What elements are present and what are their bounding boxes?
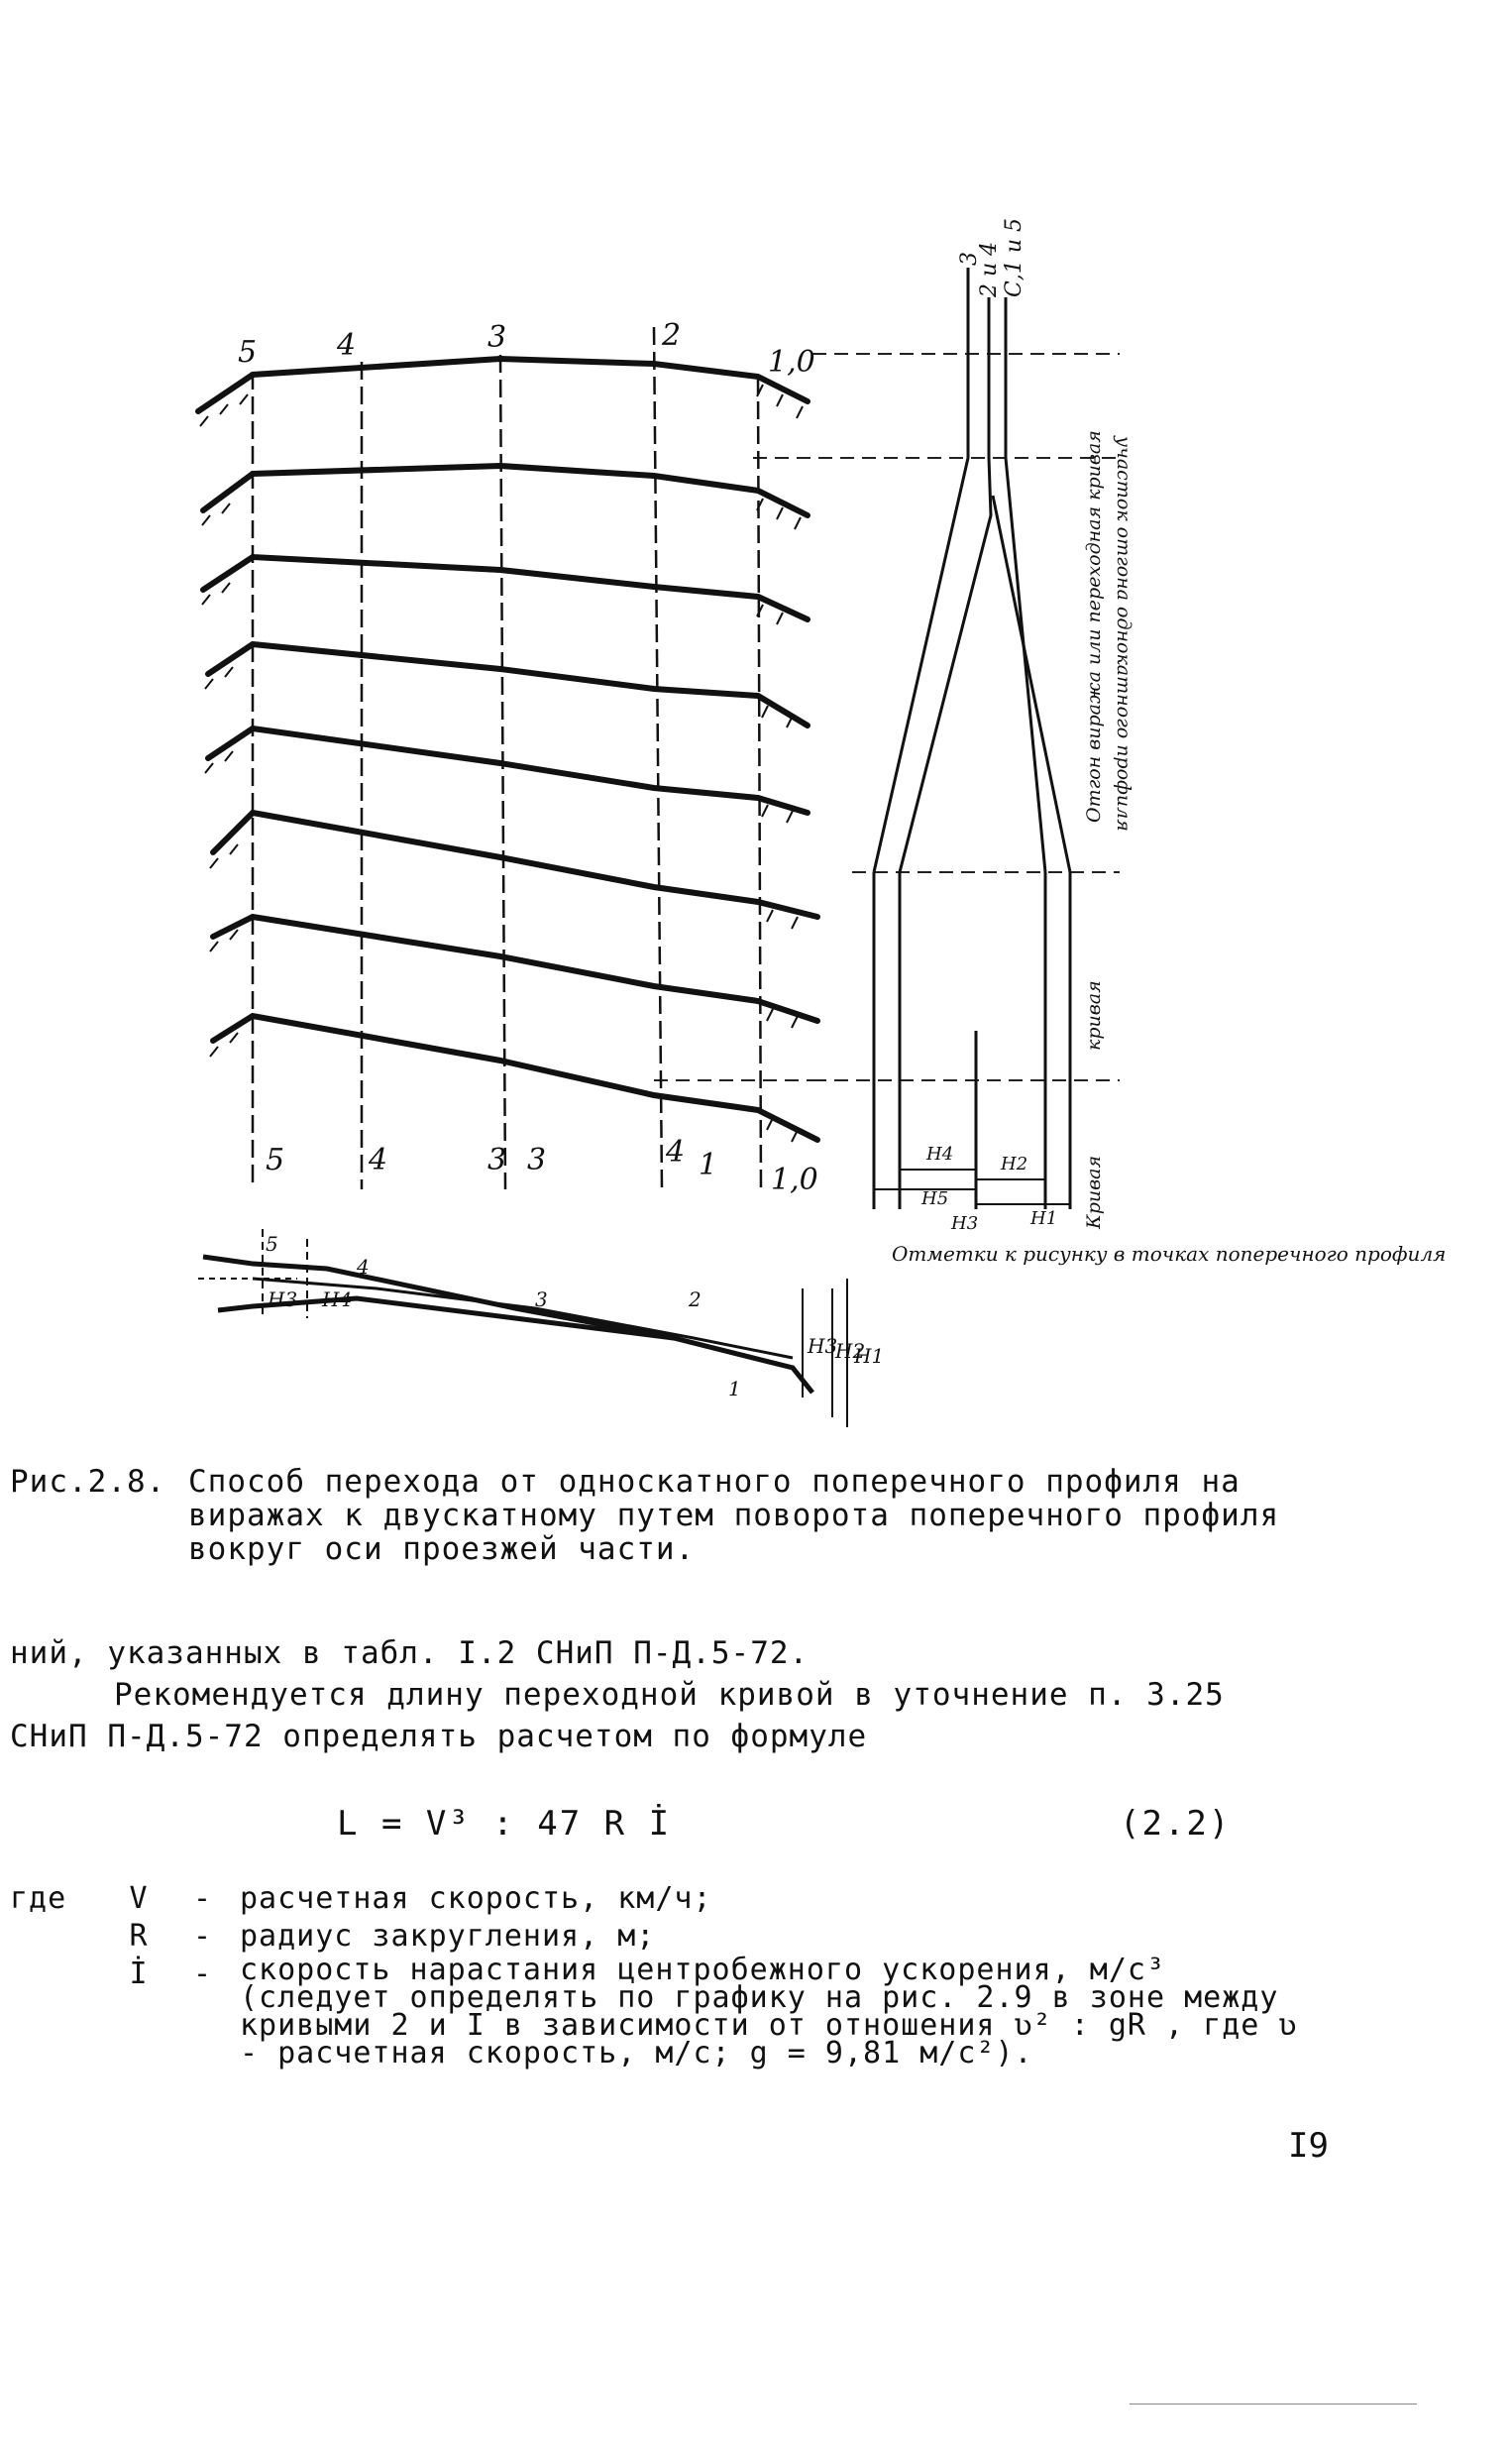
top-label-3: 3 [487, 320, 507, 355]
section-label-h2: Н2 [835, 1339, 866, 1363]
bottom-note: Отметки к рисунку в точках поперечного профиля [892, 1242, 1447, 1266]
h-label-h4: Н4 [926, 1144, 954, 1165]
bottom-label-10: 1,0 [771, 1163, 818, 1197]
bottom-label-1: 1 [699, 1148, 718, 1182]
def-text: радиус закругления, м; [240, 1919, 656, 1954]
bottom-label-4b: 4 [666, 1135, 686, 1170]
body-line-2: Рекомендуется длину переходной кривой в уточнение п. 3.25 [114, 1677, 1225, 1713]
where-word: где [10, 1881, 67, 1916]
section-label-4: 4 [357, 1255, 370, 1279]
bottom-label-4: 4 [369, 1143, 388, 1177]
body-line-3: СНиП П-Д.5-72 определять расчетом по формуле [10, 1719, 868, 1754]
section-label-h4: Н4 [322, 1287, 353, 1311]
bottom-label-3b: 3 [527, 1143, 547, 1177]
bottom-label-5: 5 [266, 1143, 285, 1177]
definitions [10, 1881, 1328, 2175]
caption-text: Способ перехода от односкатного поперечного профиля на виражах к двускатному путем поворота поперечного профиля вокруг оси проезжей части. [188, 1464, 1280, 1567]
page-number: I9 [1288, 2126, 1329, 2166]
section-label-h3: Н3 [268, 1287, 298, 1311]
def-symbol: V [129, 1881, 149, 1916]
longitudinal-section [198, 1229, 847, 1427]
reference-dashes [654, 354, 1120, 1080]
h-dimension-lines [874, 1170, 1070, 1204]
h-label-h1: Н1 [1030, 1208, 1058, 1229]
section-label-1: 1 [728, 1377, 741, 1400]
h-label-h3: Н3 [951, 1213, 979, 1234]
definition-item [10, 1881, 1328, 1919]
section-label-h3b: Н3 [808, 1334, 838, 1358]
h-label-h5: Н5 [921, 1188, 949, 1209]
zone-label-4: Кривая [1083, 1155, 1105, 1229]
def-dash: - [193, 1881, 213, 1916]
section-label-2: 2 [689, 1287, 702, 1311]
bottom-station-labels [266, 1135, 818, 1197]
bottom-label-3a: 3 [487, 1143, 507, 1177]
zone-labels [1083, 430, 1134, 1230]
zone-label-3: кривая [1083, 980, 1105, 1051]
section-label-h1: Н1 [854, 1344, 885, 1368]
formula: L = V³ : 47 R İ [337, 1804, 672, 1844]
def-symbol: İ [129, 1957, 149, 1991]
top-label-2: 2 [662, 318, 682, 353]
def-dash: - [193, 1957, 213, 1991]
h-label-h2: Н2 [1001, 1154, 1028, 1175]
def-dash: - [193, 1919, 213, 1954]
top-label-10: 1,0 [768, 345, 815, 380]
curve-label-c15: С,1 и 5 [1002, 218, 1026, 297]
def-text: скорость нарастания центробежного ускорения, м/с³ (следует определять по графику на рис. 2.9 в зоне между кривыми 2 и I в зависимости от отношения ʋ² : gR , где ʋ - расчетная скорость, м/с; g = 9,81 м/с²). [240, 1953, 1298, 2070]
caption-label: Рис.2.8. [10, 1464, 166, 1500]
cross-sections [198, 359, 817, 1140]
zone-label-2: Отгон виража или переходная кривая [1083, 430, 1105, 823]
transition-curves [874, 268, 1070, 1209]
def-symbol: R [129, 1919, 149, 1954]
h-labels [920, 1144, 1057, 1234]
top-label-4: 4 [337, 328, 357, 363]
def-text: расчетная скорость, км/ч; [240, 1881, 712, 1916]
section-label-3: 3 [535, 1287, 548, 1311]
section-label-5: 5 [266, 1232, 278, 1256]
formula-number: (2.2) [1120, 1804, 1232, 1844]
top-label-5: 5 [238, 335, 258, 370]
footer-rule [1130, 2404, 1417, 2405]
zone-label-1: участок отгона однокатного профиля [1113, 436, 1134, 832]
definition-item [10, 1919, 1328, 1957]
curve-label-2-4: 2 и 4 [977, 241, 1002, 297]
definition-item [10, 1953, 1328, 2175]
curve-label-3: 3 [957, 252, 982, 266]
body-line-1: ний, указанных в табл. I.2 СНиП П-Д.5-72. [10, 1635, 810, 1671]
